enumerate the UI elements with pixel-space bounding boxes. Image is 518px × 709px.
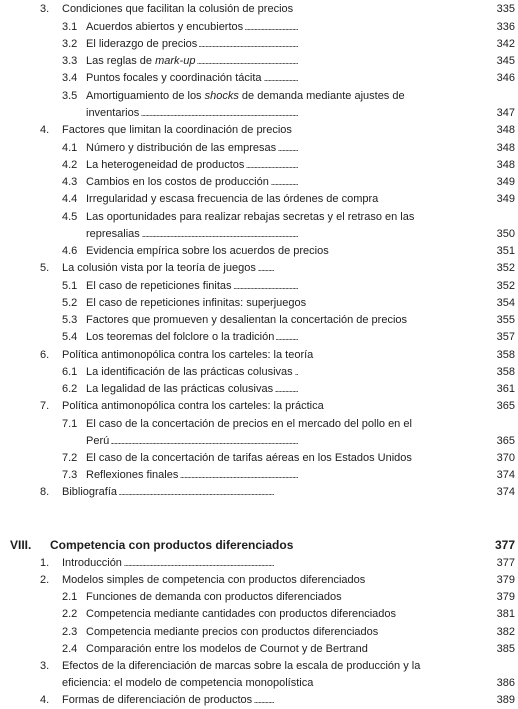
toc-entry-title: eficiencia: el modelo de competencia monopolística	[62, 674, 315, 692]
toc-entry-number: 7.2	[62, 452, 78, 464]
toc-entry-page-number: 370	[494, 449, 515, 467]
toc-entry-title: Las oportunidades para realizar rebajas secretas y el retraso en las	[86, 208, 416, 226]
toc-entry-title-part: Amortiguamiento de los	[86, 90, 205, 102]
toc-entry	[0, 605, 515, 623]
toc-entry	[0, 466, 515, 484]
toc-entry-page-number: 386	[494, 674, 515, 692]
toc-entry-title: La colusión vista por la teoría de juegos	[62, 259, 258, 277]
toc-entry-number: 3.5	[62, 90, 78, 102]
toc-entry-page-number: 377	[494, 554, 515, 572]
toc-entry-title: Introducción	[62, 554, 124, 572]
toc-entry-page-number: 349	[494, 190, 515, 208]
toc-entry-number: 7.1	[62, 418, 78, 430]
toc-entry-page-number: 365	[494, 397, 515, 415]
toc-entry-title: Efectos de la diferenciación de marcas sobre la escala de producción y la	[62, 657, 422, 675]
toc-entry-number: 5.3	[62, 314, 78, 326]
toc-entry-number: 7.	[40, 400, 50, 412]
toc-entry-title: Funciones de demanda con productos diferenciados	[86, 588, 344, 606]
toc-entry-page-number: 342	[494, 35, 515, 53]
toc-entry-title: Irregularidad y escasa frecuencia de las órdenes de compra	[86, 190, 380, 208]
toc-entry-title: La identificación de las prácticas colusivas	[86, 363, 295, 381]
toc-entry-number: 5.4	[62, 331, 78, 343]
toc-entry-title	[86, 52, 197, 70]
toc-entry	[0, 277, 515, 295]
toc-entry-title	[86, 87, 407, 105]
toc-entry-title: Modelos simples de competencia con productos diferenciados	[62, 571, 367, 589]
toc-entry-title: El caso de la concertación de tarifas aéreas en los Estados Unidos	[86, 449, 414, 467]
toc-entry-title: Competencia mediante precios con productos diferenciados	[86, 623, 380, 641]
toc-entry-number: 2.3	[62, 626, 78, 638]
toc-entry-number: 4.5	[62, 211, 78, 223]
toc-entry-title: Competencia con productos diferenciados	[50, 538, 294, 552]
toc-entry-page-number: 374	[494, 483, 515, 501]
toc-entry	[0, 554, 515, 572]
toc-entry-number: 8.	[40, 486, 50, 498]
toc-entry-page-number: 381	[494, 605, 515, 623]
toc-entry-title: La heterogeneidad de productos	[86, 156, 246, 174]
toc-entry-number: 4.3	[62, 176, 78, 188]
toc-entry-title: inventarios	[86, 104, 141, 122]
toc-entry-page-number: 357	[494, 328, 515, 346]
toc-entry-number: 6.	[40, 349, 50, 361]
toc-entry-title: Perú	[86, 432, 111, 450]
toc-entry	[0, 294, 515, 312]
toc-entry-page-number: 345	[494, 52, 515, 70]
toc-entry-page-number: 348	[494, 121, 515, 139]
toc-entry-number: 3.	[40, 660, 50, 672]
toc-entry-number: 3.2	[62, 38, 78, 50]
toc-entry-title: Reflexiones finales	[86, 466, 180, 484]
toc-entry-page-number: 365	[494, 432, 515, 450]
toc-entry	[0, 52, 515, 70]
toc-entry	[0, 69, 515, 87]
dot-leader	[62, 554, 515, 572]
toc-entry	[0, 397, 515, 415]
toc-entry-title: El liderazgo de precios	[86, 35, 199, 53]
dot-leader	[62, 483, 515, 501]
toc-entry	[0, 571, 515, 589]
toc-entry-number: 3.	[40, 3, 50, 15]
toc-entry-page-number: 361	[494, 380, 515, 398]
toc-entry-title: El caso de repeticiones finitas	[86, 277, 234, 295]
toc-entry	[0, 588, 515, 606]
toc-entry	[0, 35, 515, 53]
toc-entry-page-number: 335	[494, 0, 515, 18]
toc-entry-page-number: 385	[494, 640, 515, 658]
toc-entry-title: represalias	[86, 225, 142, 243]
toc-entry-number: 3.3	[62, 55, 78, 67]
toc-entry-page-number: 379	[494, 588, 515, 606]
toc-entry-title: El caso de repeticiones infinitas: superjuegos	[86, 294, 308, 312]
toc-entry	[0, 139, 515, 157]
toc-entry-title: Factores que promueven y desalientan la concertación de precios	[86, 311, 409, 329]
toc-entry-page-number: 377	[492, 536, 515, 554]
toc-entry-title-italic: mark-up	[155, 55, 196, 67]
toc-entry-number: 3.4	[62, 72, 78, 84]
toc-entry	[0, 415, 515, 433]
toc-entry-page-number: 351	[494, 242, 515, 260]
toc-entry	[0, 173, 515, 191]
toc-entry	[0, 104, 515, 122]
toc-entry	[0, 311, 515, 329]
toc-entry	[0, 483, 515, 501]
toc-chapter-entry	[0, 536, 515, 554]
toc-entry	[0, 449, 515, 467]
toc-entry-title: Acuerdos abiertos y encubiertos	[86, 18, 245, 36]
toc-entry-title: Política antimonopólica contra los carteles: la teoría	[62, 346, 315, 364]
toc-entry-page-number: 348	[494, 156, 515, 174]
toc-entry	[0, 87, 515, 105]
toc-entry	[0, 328, 515, 346]
toc-entry-number: 2.	[40, 574, 50, 586]
toc-entry-number: VIII.	[10, 538, 32, 552]
toc-entry	[0, 674, 515, 692]
toc-entry-title-part: de demanda mediante ajustes de	[238, 90, 405, 102]
toc-entry-page-number: 382	[494, 623, 515, 641]
toc-entry	[0, 242, 515, 260]
toc-entry-page-number: 350	[494, 225, 515, 243]
dot-leader	[86, 432, 515, 450]
toc-entry	[0, 208, 515, 226]
toc-entry-number: 7.3	[62, 469, 78, 481]
toc-entry-page-number: 346	[494, 69, 515, 87]
toc-entry	[0, 363, 515, 381]
toc-entry-title: Formas de diferenciación de productos	[62, 691, 254, 709]
toc-entry-number: 2.2	[62, 608, 78, 620]
toc-entry-number: 4.	[40, 694, 50, 706]
toc-entry	[0, 623, 515, 641]
toc-entry	[0, 156, 515, 174]
toc-entry-title: Cambios en los costos de producción	[86, 173, 271, 191]
toc-entry-number: 4.4	[62, 193, 78, 205]
toc-entry-title: Evidencia empírica sobre los acuerdos de precios	[86, 242, 331, 260]
toc-entry-number: 5.2	[62, 297, 78, 309]
dot-leader	[86, 104, 515, 122]
toc-entry-number: 2.1	[62, 591, 78, 603]
toc-entry	[0, 432, 515, 450]
toc-entry-title-italic: shocks	[204, 90, 239, 102]
toc-entry-number: 1.	[40, 557, 50, 569]
toc-entry	[0, 346, 515, 364]
toc-entry	[0, 640, 515, 658]
toc-entry	[0, 0, 515, 18]
toc-entry-number: 5.	[40, 262, 50, 274]
toc-entry-page-number: 358	[494, 363, 515, 381]
toc-entry	[0, 657, 515, 675]
toc-entry-title: Los teoremas del folclore o la tradición	[86, 328, 276, 346]
toc-entry-title: La legalidad de las prácticas colusivas	[86, 380, 275, 398]
toc-entry	[0, 121, 515, 139]
toc-entry	[0, 259, 515, 277]
toc-entry-number: 6.2	[62, 383, 78, 395]
toc-entry-page-number: 374	[494, 466, 515, 484]
toc-entry-number: 6.1	[62, 366, 78, 378]
toc-entry-number: 4.	[40, 124, 50, 136]
toc-entry	[0, 18, 515, 36]
toc-entry-page-number: 355	[494, 311, 515, 329]
toc-entry-page-number: 348	[494, 139, 515, 157]
toc-entry-number: 4.1	[62, 142, 78, 154]
toc-entry-page-number: 336	[494, 18, 515, 36]
toc-entry-number: 2.4	[62, 643, 78, 655]
toc-entry-title: Condiciones que facilitan la colusión de precios	[62, 0, 295, 18]
toc-entry-title: Puntos focales y coordinación tácita	[86, 69, 264, 87]
toc-entry-title: El caso de la concertación de precios en el mercado del pollo en el	[86, 415, 414, 433]
toc-entry-title: Política antimonopólica contra los carteles: la práctica	[62, 397, 326, 415]
toc-entry-title: Bibliografía	[62, 483, 119, 501]
toc-entry	[0, 691, 515, 709]
toc-entry	[0, 380, 515, 398]
toc-entry-number: 3.1	[62, 21, 78, 33]
toc-entry-title: Número y distribución de las empresas	[86, 139, 278, 157]
toc-entry-page-number: 354	[494, 294, 515, 312]
toc-entry-page-number: 347	[494, 104, 515, 122]
dot-leader	[86, 225, 515, 243]
toc-entry-page-number: 389	[494, 691, 515, 709]
toc-entry-number: 5.1	[62, 280, 78, 292]
toc-entry-page-number: 358	[494, 346, 515, 364]
toc-entry-number: 4.2	[62, 159, 78, 171]
toc-entry-page-number: 379	[494, 571, 515, 589]
toc-entry-page-number: 352	[494, 259, 515, 277]
toc-entry-title: Competencia mediante cantidades con productos diferenciados	[86, 605, 398, 623]
toc-entry-number: 4.6	[62, 245, 78, 257]
toc-entry	[0, 190, 515, 208]
toc-entry	[0, 225, 515, 243]
toc-entry-title: Comparación entre los modelos de Cournot y de Bertrand	[86, 640, 370, 658]
toc-entry-page-number: 352	[494, 277, 515, 295]
toc-entry-page-number: 349	[494, 173, 515, 191]
toc-entry-title-part: Las reglas de	[86, 55, 156, 67]
toc-entry-title: Factores que limitan la coordinación de precios	[62, 121, 294, 139]
